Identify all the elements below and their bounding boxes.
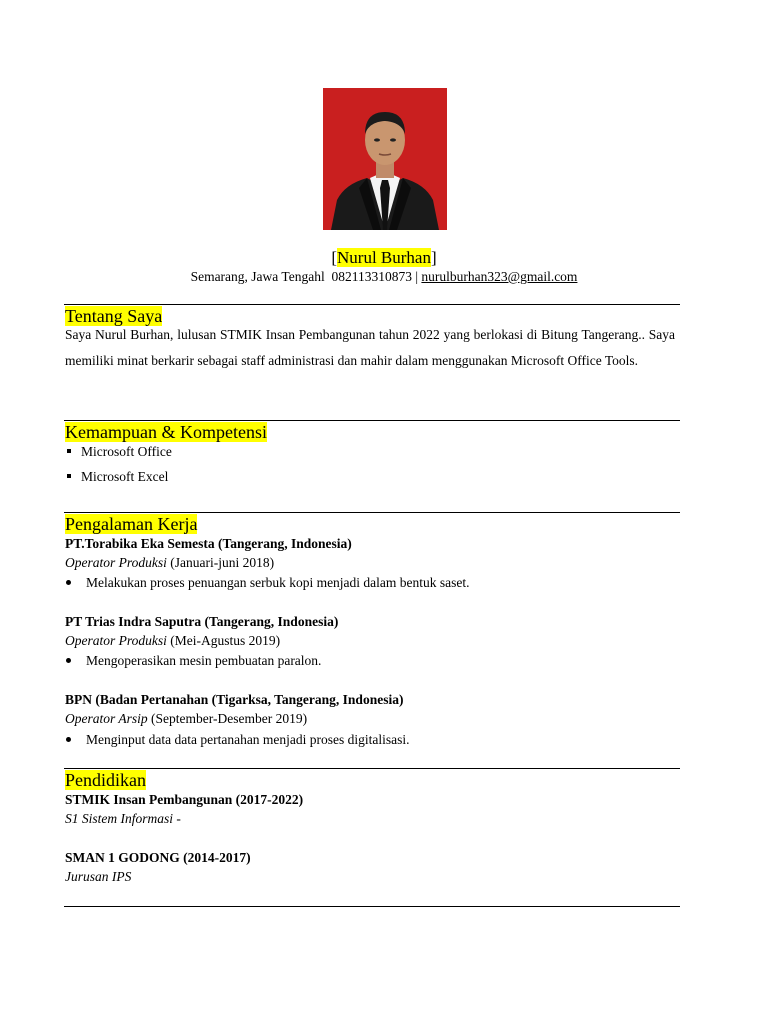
- job-task: [66, 652, 321, 670]
- school-name: [65, 791, 303, 809]
- phone: 082113310873: [331, 269, 412, 284]
- company-name: BPN (Badan Pertanahan (Tigarksa, Tangerang, Indonesia): [65, 692, 404, 707]
- school-major: [65, 868, 131, 886]
- round-bullet-icon: [66, 580, 71, 585]
- round-bullet-icon: [66, 658, 71, 663]
- experience-heading-text: Pengalaman Kerja: [65, 514, 198, 534]
- profile-photo: [323, 88, 447, 230]
- company-name: PT Trias Indra Saputra (Tangerang, Indonesia): [65, 614, 339, 629]
- major-text: Jurusan IPS: [65, 869, 132, 884]
- section-heading-skills: [65, 421, 267, 443]
- job-role: Operator Arsip: [65, 711, 148, 726]
- name-bracket-open: [: [331, 248, 338, 267]
- job-company: [65, 691, 403, 709]
- job-role: Operator Produksi: [65, 555, 167, 570]
- contact-line: [0, 268, 768, 286]
- job-role-line: [65, 554, 274, 572]
- task-text: Menginput data data pertanahan menjadi proses digitalisasi.: [86, 732, 410, 747]
- job-period: (Januari-juni 2018): [170, 555, 275, 570]
- task-text: Mengoperasikan mesin pembuatan paralon.: [86, 653, 322, 668]
- company-name: PT.Torabika Eka Semesta (Tangerang, Indonesia): [65, 536, 352, 551]
- school-major: [65, 810, 181, 828]
- location: Semarang, Jawa Tengahl: [190, 269, 325, 284]
- contact-separator: |: [415, 269, 419, 284]
- job-company: [65, 613, 338, 631]
- major-text: S1 Sistem Informasi -: [65, 811, 181, 826]
- email-link[interactable]: nurulburhan323@gmail.com: [421, 269, 578, 284]
- round-bullet-icon: [66, 737, 71, 742]
- section-heading-education: [65, 769, 146, 791]
- job-period: (September-Desember 2019): [151, 711, 308, 726]
- job-company: [65, 535, 352, 553]
- skill-label: Microsoft Office: [81, 444, 172, 459]
- section-divider: [64, 768, 680, 769]
- job-role-line: [65, 710, 307, 728]
- task-text: Melakukan proses penuangan serbuk kopi menjadi dalam bentuk saset.: [86, 575, 470, 590]
- square-bullet-icon: [67, 474, 71, 478]
- school-name: [65, 849, 251, 867]
- job-task: [66, 731, 410, 749]
- skills-heading-text: Kemampuan & Kompetensi: [65, 422, 267, 442]
- job-role-line: [65, 632, 280, 650]
- about-heading-text: Tentang Saya: [65, 306, 163, 326]
- square-bullet-icon: [67, 449, 71, 453]
- education-heading-text: Pendidikan: [65, 770, 146, 790]
- skill-item: [67, 443, 172, 461]
- person-portrait-image: [323, 88, 447, 230]
- school-title: SMAN 1 GODONG (2014-2017): [65, 850, 251, 865]
- skill-item: [67, 468, 168, 486]
- about-paragraph: Saya Nurul Burhan, lulusan STMIK Insan Pembangunan tahun 2022 yang berlokasi di Bitung Tangerang.. Saya memiliki minat berkarir sebagai staff administrasi dan mahir dalam menggunakan Microsoft Office Tools.: [65, 327, 675, 368]
- job-period: (Mei-Agustus 2019): [170, 633, 281, 648]
- job-task: [66, 574, 470, 592]
- school-title: STMIK Insan Pembangunan (2017-2022): [65, 792, 304, 807]
- job-role: Operator Produksi: [65, 633, 167, 648]
- name-text: Nurul Burhan: [337, 248, 431, 267]
- section-divider: [64, 906, 680, 907]
- name-bracket-close: ]: [430, 248, 437, 267]
- skill-label: Microsoft Excel: [81, 469, 169, 484]
- candidate-name: [0, 247, 768, 269]
- section-heading-experience: [65, 513, 197, 535]
